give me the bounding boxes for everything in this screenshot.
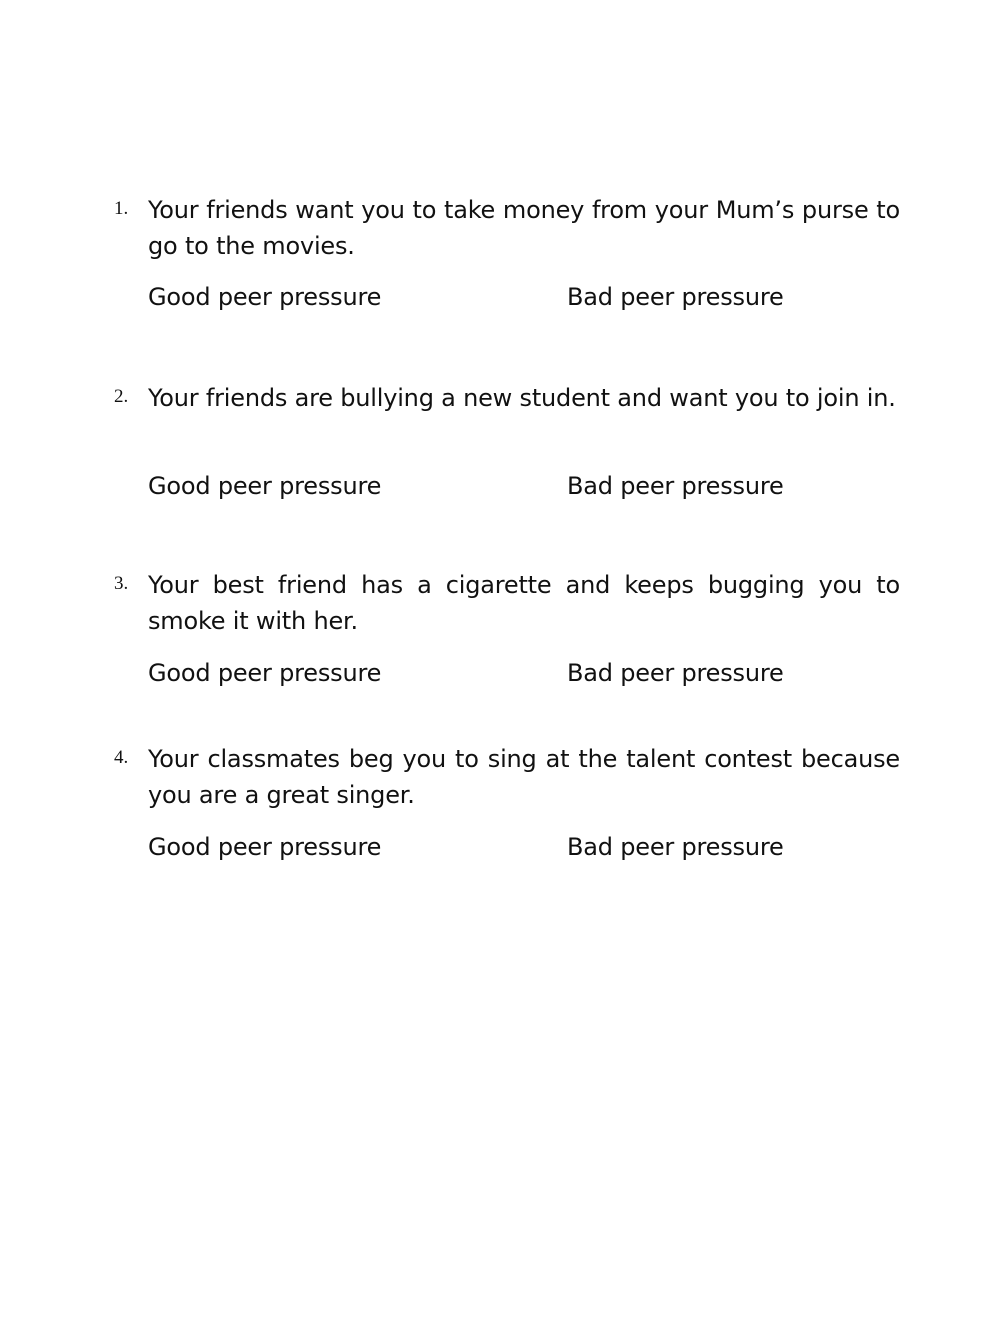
good-peer-pressure-option[interactable]: Good peer pressure bbox=[148, 283, 382, 311]
good-peer-pressure-option[interactable]: Good peer pressure bbox=[148, 659, 382, 687]
question-text: Your friends are bullying a new student and want you to join in. bbox=[148, 384, 896, 412]
bad-peer-pressure-option[interactable]: Bad peer pressure bbox=[567, 283, 784, 311]
good-peer-pressure-option[interactable]: Good peer pressure bbox=[148, 833, 382, 861]
question-text: Your friends want you to take money from your Mum’s purse to go to the movies. bbox=[148, 196, 900, 260]
question-number: 4. bbox=[114, 747, 129, 768]
good-peer-pressure-option[interactable]: Good peer pressure bbox=[148, 472, 382, 500]
answer-options bbox=[148, 468, 900, 504]
bad-peer-pressure-option[interactable]: Bad peer pressure bbox=[567, 472, 784, 500]
bad-peer-pressure-option[interactable]: Bad peer pressure bbox=[567, 659, 784, 687]
question-number: 1. bbox=[114, 198, 129, 219]
answer-options bbox=[148, 829, 900, 865]
answer-options bbox=[148, 279, 900, 315]
question-text: Your best friend has a cigarette and keeps bugging you to smoke it with her. bbox=[148, 571, 900, 635]
answer-options bbox=[148, 655, 900, 691]
bad-peer-pressure-option[interactable]: Bad peer pressure bbox=[567, 833, 784, 861]
question-number: 3. bbox=[114, 573, 129, 594]
question-number: 2. bbox=[114, 386, 129, 407]
question-text: Your classmates beg you to sing at the talent contest because you are a great singer. bbox=[148, 745, 900, 809]
